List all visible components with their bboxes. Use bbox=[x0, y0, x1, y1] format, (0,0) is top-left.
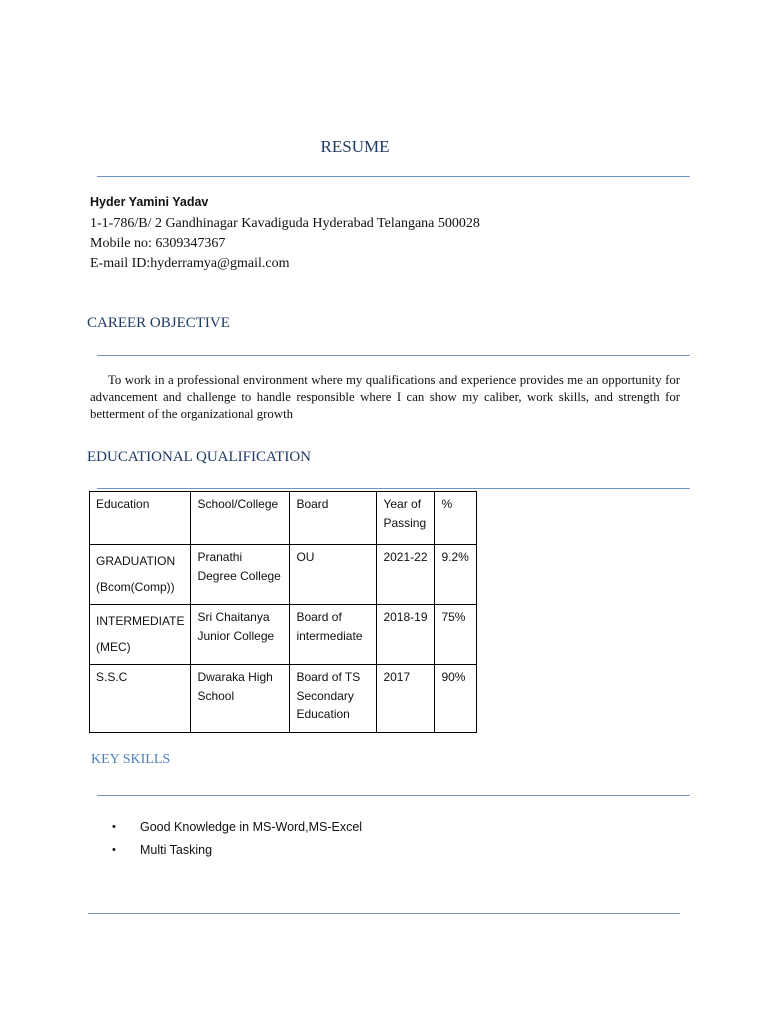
key-skills-heading: KEY SKILLS bbox=[91, 752, 171, 767]
cell-school: Pranathi Degree College bbox=[191, 545, 290, 605]
header-school-college: School/College bbox=[191, 492, 290, 545]
header-board: Board bbox=[290, 492, 377, 545]
resume-title: RESUME bbox=[320, 137, 390, 156]
skill-label: Multi Tasking bbox=[140, 843, 213, 857]
email-line: E-mail ID:hyderramya@gmail.com bbox=[90, 256, 290, 271]
cell-school: Dwaraka High School bbox=[191, 665, 290, 733]
header-percentage: % bbox=[435, 492, 477, 545]
key-skills-list bbox=[112, 817, 362, 863]
header-year-of-passing: Year of Passing bbox=[377, 492, 435, 545]
education-table bbox=[89, 491, 477, 733]
candidate-name: Hyder Yamini Yadav bbox=[90, 195, 209, 209]
address-line: 1-1-786/B/ 2 Gandhinagar Kavadiguda Hyderabad Telangana 500028 bbox=[90, 216, 480, 231]
education-heading: EDUCATIONAL QUALIFICATION bbox=[87, 449, 312, 465]
title-divider bbox=[97, 176, 690, 177]
bullet-icon: • bbox=[112, 821, 116, 833]
career-objective-text: To work in a professional environment where my qualifications and experience provides me an opportunity for advancement and challenge to handle responsible where I can show my caliber, work skills, and strength for betterment of the organizational growth bbox=[90, 373, 680, 421]
list-item bbox=[112, 817, 362, 840]
list-item bbox=[112, 840, 362, 863]
skill-label: Good Knowledge in MS-Word,MS-Excel bbox=[140, 820, 363, 834]
cell-education: GRADUATION (Bcom(Comp)) bbox=[90, 545, 191, 605]
bullet-icon: • bbox=[112, 844, 116, 856]
footer-divider bbox=[88, 913, 680, 914]
cell-year: 2017 bbox=[377, 665, 435, 733]
cell-year: 2018-19 bbox=[377, 605, 435, 665]
header-education: Education bbox=[90, 492, 191, 545]
mobile-line: Mobile no: 6309347367 bbox=[90, 236, 226, 251]
cell-percentage: 90% bbox=[435, 665, 477, 733]
table-row bbox=[90, 605, 477, 665]
cell-board: OU bbox=[290, 545, 377, 605]
cell-percentage: 9.2% bbox=[435, 545, 477, 605]
table-row bbox=[90, 545, 477, 605]
career-objective-heading: CAREER OBJECTIVE bbox=[87, 315, 230, 331]
cell-board: Board of TS Secondary Education bbox=[290, 665, 377, 733]
table-header-row bbox=[90, 492, 477, 545]
cell-percentage: 75% bbox=[435, 605, 477, 665]
cell-board: Board of intermediate bbox=[290, 605, 377, 665]
cell-school: Sri Chaitanya Junior College bbox=[191, 605, 290, 665]
cell-year: 2021-22 bbox=[377, 545, 435, 605]
table-row bbox=[90, 665, 477, 733]
cell-education: INTERMEDIATE (MEC) bbox=[90, 605, 191, 665]
cell-education: S.S.C bbox=[90, 665, 191, 733]
career-objective-divider bbox=[97, 355, 690, 356]
education-divider bbox=[97, 488, 690, 489]
key-skills-divider bbox=[97, 795, 690, 796]
